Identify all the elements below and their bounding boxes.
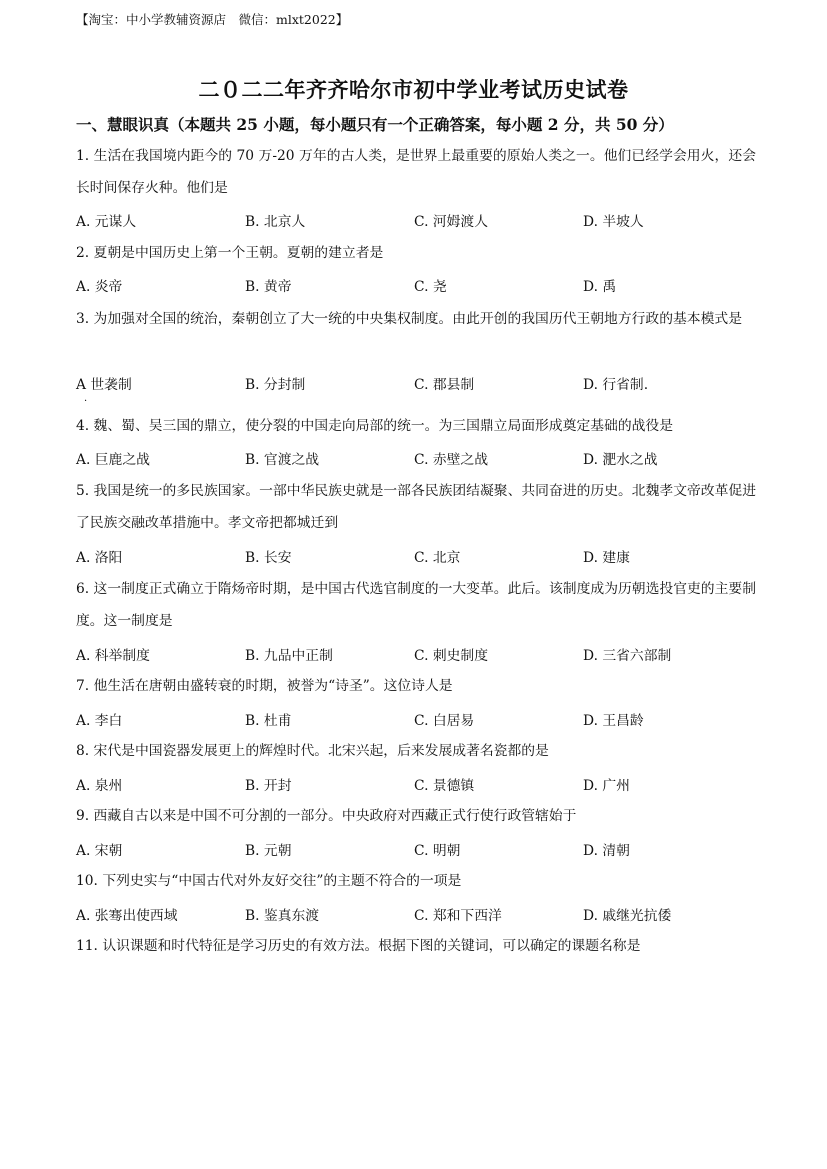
- question-6-options: [76, 644, 756, 668]
- option-d: D. 清朝: [583, 843, 630, 859]
- option-d: D. 建康: [583, 550, 630, 566]
- question-5-options: [76, 546, 756, 570]
- option-c: C. 郑和下西洋: [414, 908, 502, 924]
- option-a: A. 宋朝: [76, 843, 123, 859]
- option-b: B. 北京人: [245, 214, 306, 230]
- option-c: C. 刺史制度: [414, 648, 489, 664]
- question-2: 2. 夏朝是中国历史上第一个王朝。夏朝的建立者是: [76, 245, 384, 261]
- option-c: C. 尧: [414, 279, 447, 295]
- question-6: 6. 这一制度正式确立于隋炀帝时期，是中国古代选官制度的一大变革。此后。该制度成为历朝选投官吏的主要制度。这一制度是: [76, 581, 756, 629]
- option-a: A. 洛阳: [76, 550, 123, 566]
- question-9: 9. 西藏自古以来是中国不可分割的一部分。中央政府对西藏正式行使行政管辖始于: [76, 808, 577, 824]
- option-b: B. 开封: [245, 778, 292, 794]
- option-b: B. 九品中正制: [245, 648, 333, 664]
- option-d: D. 广州: [583, 778, 630, 794]
- question-4-options: [76, 448, 756, 472]
- question-1: 1. 生活在我国境内距今的 70 万-20 万年的古人类，是世界上最重要的原始人类之一。他们已经学会用火，还会长时间保存火种。他们是: [76, 148, 756, 196]
- question-7: 7. 他生活在唐朝由盛转衰的时期，被誉为“诗圣”。这位诗人是: [76, 678, 453, 694]
- option-a: A. 李白: [76, 713, 123, 729]
- question-10-options: [76, 904, 756, 928]
- option-c: C. 赤壁之战: [414, 452, 489, 468]
- option-b: B. 杜甫: [245, 713, 292, 729]
- option-a: A 世袭制: [76, 377, 132, 393]
- option-a: A. 张骞出使西域: [76, 908, 178, 924]
- question-2-options: [76, 275, 756, 299]
- option-b: B. 长安: [245, 550, 292, 566]
- question-1-options: [76, 210, 756, 234]
- page-title: 二０二二年齐齐哈尔市初中学业考试历史试卷: [198, 77, 629, 102]
- option-b: B. 鉴真东渡: [245, 908, 320, 924]
- option-d: D. 禹: [583, 279, 617, 295]
- option-c: C. 白居易: [414, 713, 475, 729]
- option-a: A. 炎帝: [76, 279, 123, 295]
- section-heading: 一、慧眼识真（本题共 25 小题，每小题只有一个正确答案，每小题 2 分，共 50 分）: [76, 115, 674, 134]
- option-d: D. 戚继光抗倭: [583, 908, 672, 924]
- question-3: 3. 为加强对全国的统治，秦朝创立了大一统的中央集权制度。由此开创的我国历代王朝地方行政的基本模式是: [76, 311, 742, 327]
- page-header: 【淘宝：中小学教辅资源店 微信：mlxt2022】: [76, 12, 349, 27]
- question-10: 10. 下列史实与“中国古代对外友好交往”的主题不符合的一项是: [76, 873, 462, 889]
- option-c: C. 明朝: [414, 843, 461, 859]
- question-5: 5. 我国是统一的多民族国家。一部中华民族史就是一部各民族团结凝聚、共同奋进的历史。北魏孝文帝改革促进了民族交融改革措施中。孝文帝把都城迁到: [76, 483, 756, 531]
- question-11: 11. 认识课题和时代特征是学习历史的有效方法。根据下图的关键词，可以确定的课题名称是: [76, 938, 641, 954]
- option-c: C. 郡县制: [414, 377, 475, 393]
- question-7-options: [76, 709, 756, 733]
- option-b: B. 元朝: [245, 843, 292, 859]
- option-d: D. 淝水之战: [583, 452, 658, 468]
- question-3-options: [76, 373, 756, 397]
- question-4: 4. 魏、蜀、吴三国的鼎立，使分裂的中国走向局部的统一。为三国鼎立局面形成奠定基础的战役是: [76, 418, 674, 434]
- stray-mark: ·: [84, 396, 88, 407]
- option-c: C. 景德镇: [414, 778, 475, 794]
- question-8: 8. 宋代是中国瓷器发展更上的辉煌时代。北宋兴起，后来发展成著名瓷都的是: [76, 743, 549, 759]
- option-d: D. 行省制.: [583, 377, 649, 393]
- option-a: A. 巨鹿之战: [76, 452, 150, 468]
- option-b: B. 官渡之战: [245, 452, 320, 468]
- option-b: B. 分封制: [245, 377, 306, 393]
- option-a: A. 元谋人: [76, 214, 137, 230]
- option-c: C. 河姆渡人: [414, 214, 489, 230]
- option-c: C. 北京: [414, 550, 461, 566]
- option-b: B. 黄帝: [245, 279, 292, 295]
- option-a: A. 科举制度: [76, 648, 150, 664]
- option-d: D. 半坡人: [583, 214, 644, 230]
- option-d: D. 三省六部制: [583, 648, 672, 664]
- question-9-options: [76, 839, 756, 863]
- option-d: D. 王昌龄: [583, 713, 644, 729]
- option-a: A. 泉州: [76, 778, 123, 794]
- question-8-options: [76, 774, 756, 798]
